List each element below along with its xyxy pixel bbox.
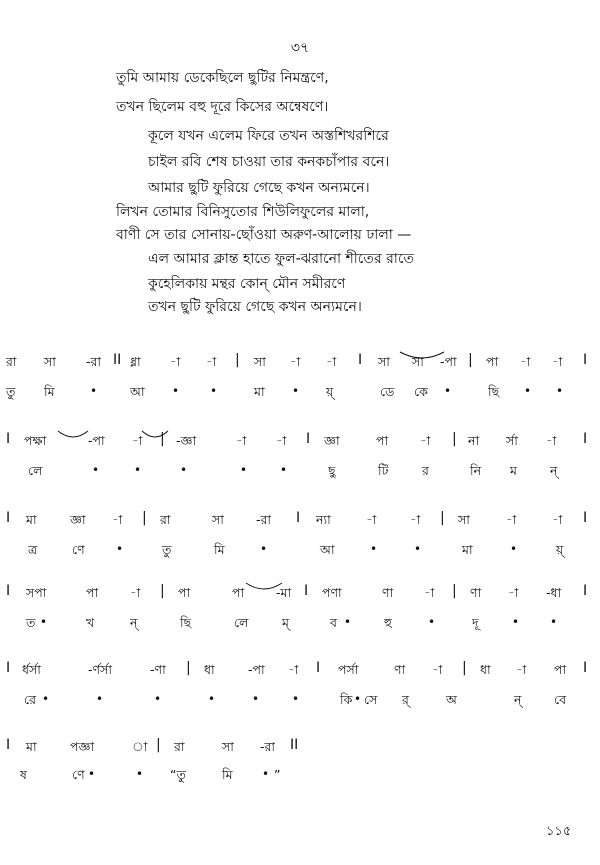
swara: সা [412,354,424,369]
rest-dot: • [292,384,300,398]
swara: -া [420,433,431,448]
lyric-syllable: মি [214,542,225,557]
bar-line: I [6,583,11,599]
swara: রা [160,512,171,527]
notation-row-2-swara [0,433,600,451]
rest-dot: • [370,542,378,556]
rest-dot: • [262,767,270,781]
notation-row-3-swara [0,512,600,530]
swara: ন্যা [316,512,331,527]
notation-row-1-lyric [0,384,600,402]
bar-line: I [583,510,588,526]
swara: -া [288,662,299,677]
bar-line: I [306,431,311,447]
lyric-syllable: র [422,463,429,478]
rest-dot: • [260,542,268,556]
lyric-syllable: ব [330,615,337,630]
swara: -পা [440,354,457,369]
bar-line: I [583,431,588,447]
lyric-syllable: ” [274,767,281,782]
lyric-syllable: ছি [488,384,500,399]
swara: পা [376,433,389,448]
lyric-syllable: ন্ [514,692,522,707]
swara: -া [130,585,141,600]
lyric-syllable: দূ [472,615,479,630]
bar-line: | [156,737,161,753]
swara: -া [432,662,443,677]
double-bar-line: II [290,737,299,753]
notation-row-6-lyric [0,767,600,785]
swara: র্ধর্সা [22,662,41,677]
swara: সা [458,512,470,527]
swara: ধ্না [130,354,141,369]
swara: পর্সা [338,662,359,677]
swara: পা [554,662,567,677]
lyric-syllable: ষ [20,767,27,782]
lyric-syllable: য়্ [326,384,334,399]
lyric-syllable: টি [378,463,389,478]
rest-dot: • [524,384,532,398]
rest-dot: • [92,463,100,477]
lyric-syllable: ছি [180,615,192,630]
page-number-top: ৩৭ [290,40,310,56]
meend-arc [398,350,446,362]
poem-line: আমার ছুটি ফুরিয়ে গেছে কখন অন্যমনে। [148,180,370,196]
swara: মা [26,739,37,754]
swara: ণা [382,585,394,600]
lyric-syllable: ম্ [282,615,289,630]
lyric-syllable: ন্ [550,463,558,478]
rest-dot: • [428,615,436,629]
bar-line: I [583,583,588,599]
bar-line: | [142,510,147,526]
rest-dot: • [40,615,48,629]
lyric-syllable: আ [130,384,145,399]
swara: -া [506,512,517,527]
bar-line: | [468,352,473,368]
rest-dot: • [344,615,352,629]
lyric-syllable: ডে [380,384,395,399]
swara: পা [178,585,191,600]
lyric-syllable: কে [414,384,428,399]
swara: -া [236,433,247,448]
bar-line: I [6,660,11,676]
poem-line: এল আমার ক্লান্ত হাতে ফুল-ঝরানো শীতের রাতে [148,251,414,267]
bar-line: | [186,660,191,676]
bar-line: I [6,510,11,526]
bar-line: | [160,431,165,447]
lyric-syllable: রে [24,692,36,707]
meend-arc [140,429,170,441]
swara: সা [378,354,390,369]
rest-dot: • [154,692,162,706]
rest-dot: • [510,542,518,556]
swara: -া [546,433,557,448]
swara: ণা [394,662,406,677]
bar-line: | [462,660,467,676]
swara: -া [520,354,531,369]
swara: ধা [204,662,215,677]
swara: া [132,739,148,754]
lyric-syllable: কি [340,692,353,707]
lyric-syllable: ছু [328,463,336,478]
bar-line: | [160,583,165,599]
rest-dot: • [210,384,218,398]
swara: -া [552,354,563,369]
lyric-syllable: নি [470,463,482,478]
lyric-syllable: তু [162,542,172,557]
lyric-syllable: বে [554,692,567,707]
rest-dot: • [136,767,144,781]
notation-row-5-lyric [0,692,600,710]
notation-row-2-lyric [0,463,600,481]
rest-dot: • [354,692,362,706]
rest-dot: • [292,692,300,706]
rest-dot: • [88,767,96,781]
swara: -পা [88,433,105,448]
swara: রা [6,354,17,369]
swara: ধা [480,662,491,677]
lyric-syllable: ণে [72,542,85,557]
lyric-syllable: ণে [72,767,85,782]
lyric-syllable: মা [254,384,265,399]
lyric-syllable: “তু [170,767,186,782]
swara: -া [366,512,377,527]
meend-arc [56,429,90,441]
rest-dot: • [512,615,520,629]
rest-dot: • [90,384,98,398]
notation-row-4-swara [0,585,600,603]
page-number-bottom: ১১৫ [546,824,572,839]
swara: -মা [276,585,292,600]
lyric-syllable: য়্ [556,542,564,557]
swara: পণা [322,585,342,600]
swara: পজ্ঞা [70,739,95,754]
swara: -পা [248,662,265,677]
rest-dot: • [116,542,124,556]
swara: -া [552,512,563,527]
rest-dot: • [556,384,564,398]
meend-arc [244,581,284,593]
notation-row-1-swara [0,354,600,372]
swara: জ্ঞা [324,433,340,448]
poem-line: তুমি আমায় ডেকেছিলে ছুটির নিমন্ত্রণে, [116,70,329,86]
poem-line: বাণী সে তার সোনায়-ছোঁওয়া অরুণ-আলোয় ঢালা — [116,227,412,243]
swara: পা [86,585,99,600]
swara: -া [206,354,217,369]
poem-line: কুহেলিকায় মন্থর কোন্ মৌন সমীরণে [148,276,346,292]
swara: পা [232,585,245,600]
swara: -ধা [546,585,562,600]
swara: -া [410,512,421,527]
swara: -র্ণর্সা [88,662,112,677]
bar-line: I [358,352,363,368]
poem-line: তখন ছুটি ফুরিয়ে গেছে কখন অন্যমনে। [148,299,362,315]
rest-dot: • [444,384,452,398]
poem-line: চাইল রবি শেষ চাওয়া তার কনকচাঁপার বনে। [148,154,390,170]
swara: সপা [26,585,47,600]
lyric-syllable: মা [462,542,473,557]
lyric-syllable: লে [234,615,249,630]
swara: র্সা [506,433,518,448]
swara: -জ্ঞা [176,433,197,448]
lyric-syllable: ত্র [28,542,38,557]
bar-line: I [583,352,588,368]
swara: -রা [256,512,272,527]
rest-dot: • [550,615,558,629]
swara: -া [508,585,519,600]
lyric-syllable: তু [6,384,16,399]
lyric-syllable: অ [446,692,457,707]
swara: -া [516,662,527,677]
swara: না [468,433,480,448]
notation-row-3-lyric [0,542,600,560]
bar-line: I [296,510,301,526]
lyric-syllable: ম [510,463,517,478]
lyric-syllable: লে [28,463,43,478]
swara: মা [26,512,37,527]
swara: -ণা [150,662,166,677]
notation-row-5-swara [0,662,600,680]
swara: -া [276,433,287,448]
lyric-syllable: হু [384,615,392,630]
bar-line: | [440,510,445,526]
swara: -া [424,585,435,600]
rest-dot: • [180,463,188,477]
rest-dot: • [208,692,216,706]
lyric-syllable: ত [26,615,36,630]
swara: সা [222,739,234,754]
swara: -া [290,354,301,369]
swara: ণা [470,585,482,600]
swara: -া [170,354,181,369]
poem-line: লিখন তোমার বিনিসুতোর শিউলিফুলের মালা, [116,204,370,220]
swara: -া [326,354,337,369]
swara: সা [44,354,56,369]
rest-dot: • [172,384,180,398]
swara: -া [112,512,123,527]
lyric-syllable: মি [222,767,233,782]
notation-row-4-lyric [0,615,600,633]
bar-line: I [316,660,321,676]
lyric-syllable: আ [320,542,335,557]
bar-line: | [452,583,457,599]
swara: জ্ঞা [70,512,86,527]
rest-dot: • [134,463,142,477]
lyric-syllable: র্ [402,692,409,707]
double-bar-line: II [113,352,122,368]
swara: রা [174,739,185,754]
swara: সা [254,354,266,369]
notation-row-6-swara [0,739,600,757]
bar-line: | [235,352,240,368]
rest-dot: • [42,692,50,706]
swara: -া [132,433,143,448]
bar-line: I [6,737,11,753]
bar-line: I [583,660,588,676]
lyric-syllable: খ [86,615,95,630]
rest-dot: • [96,692,104,706]
rest-dot: • [240,463,248,477]
rest-dot: • [252,692,260,706]
lyric-syllable: মি [44,384,55,399]
lyric-syllable: সে [364,692,378,707]
swara: পক্ষা [24,433,47,448]
rest-dot: • [280,463,288,477]
swara: -রা [86,354,102,369]
bar-line: I [304,583,309,599]
rest-dot: • [414,542,422,556]
swara: -রা [260,739,276,754]
poem-line: কূলে যখন এলেম ফিরে তখন অস্তশিখরশিরে [148,128,389,144]
bar-line: | [452,431,457,447]
swara: সা [212,512,224,527]
poem-line: তখন ছিলেম বহু দূরে কিসের অন্বেষণে। [116,99,329,115]
bar-line: I [6,431,11,447]
lyric-syllable: ন্ [130,615,138,630]
swara: পা [486,354,499,369]
